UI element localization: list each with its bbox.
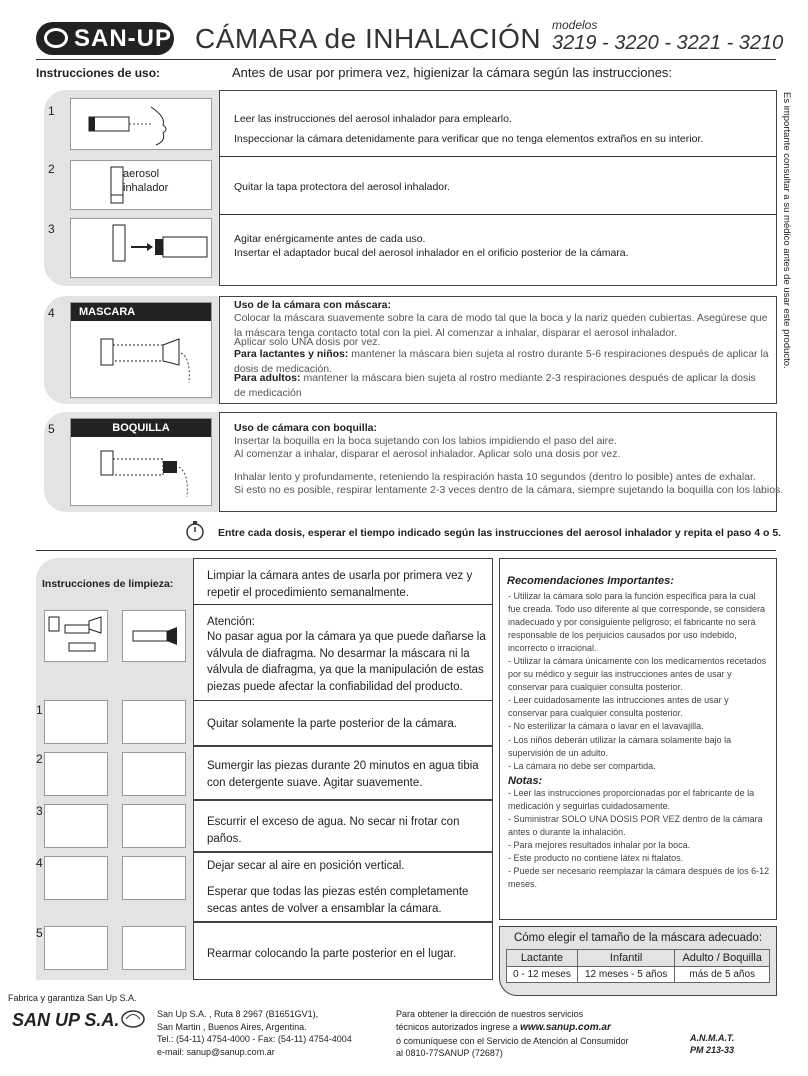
rec-item: - Los niños deberán utilizar la cámara solamente bajo la supervisión de un adulto. xyxy=(508,734,732,758)
step-number: 3 xyxy=(48,222,55,236)
clean-step-1-text: Quitar solamente la parte posterior de la cámara. xyxy=(207,718,457,730)
rec-item: - Leer cuidadosamente las intrucciones antes de usar y conservar para cualquier consulta posterior. xyxy=(508,695,729,719)
clean-step-3-img-b xyxy=(122,804,186,848)
inhaler-face-icon xyxy=(71,99,211,149)
recommendations-list xyxy=(508,590,770,891)
models-label: modelos xyxy=(552,18,598,32)
inhaler-label: inhalador xyxy=(123,182,169,194)
step-5-p3: Inhalar lento y profundamente, reteniendo la respiración hasta 10 segundos (dentro lo posible) antes de exhalar. xyxy=(234,471,756,483)
clean-step-1-img-a xyxy=(44,700,108,744)
step-3-line-1: Agitar enérgicamente antes de cada uso. xyxy=(234,233,426,245)
header-divider xyxy=(36,59,776,60)
section-divider xyxy=(36,550,776,551)
step-number: 4 xyxy=(48,306,55,320)
infants-text: mantener la máscara bien sujeta al rostro durante 5-6 respiraciones después de aplicar la dosis de medicación. xyxy=(234,348,769,375)
step-4-p1: Colocar la máscara suavemente sobre la cara de modo tal que la boca y la nariz queden cubiertas. Asegúrese que la máscara tenga contacto total con la piel. Al comenzar a inhalar, disparar el aerosol inhalador. xyxy=(234,312,768,339)
address-line-2: San Martin , Buenos Aires, Argentina. xyxy=(157,1021,307,1032)
company-logo-icon xyxy=(120,1008,146,1030)
aerosol-label: aerosol xyxy=(123,168,160,180)
step-4-illustration xyxy=(70,302,212,398)
step-5-p1: Insertar la boquilla en la boca sujetando con los labios impidiendo el paso del aire. xyxy=(234,435,617,447)
chamber-parts-icon xyxy=(45,611,107,661)
footer-service xyxy=(396,1008,629,1060)
between-doses-note: Entre cada dosis, esperar el tiempo indicado según las instrucciones del aerosol inhalador y repita el paso 4 o 5. xyxy=(218,527,782,539)
step-1-line-2: Inspeccionar la cámara detenidamente para verificar que no tenga elementos extraños en su interior. xyxy=(234,133,704,145)
inhaler-cap-icon xyxy=(71,161,131,209)
warning-text: No pasar agua por la cámara ya que puede dañarse la válvula de diafragma. No desarmar la máscara ni la válvula de diafragma, ya que la manipulación de estas piezas puede afectar la confiabilidad del producto. xyxy=(207,631,486,694)
logo-mark-icon xyxy=(44,28,68,48)
mouthpiece-chamber-icon xyxy=(71,419,211,505)
note-item: - Suministrar SOLO UNA DOSIS POR VEZ dentro de la cámara antes o durante la inhalación. xyxy=(508,813,763,837)
mask-header: Adulto / Boquilla xyxy=(675,950,770,967)
note-item: - Puede ser necesario reemplazar la cámara después de los 6-12 meses. xyxy=(508,865,770,889)
clean-step-4-img-a xyxy=(44,856,108,900)
anmat-label: A.N.M.A.T. xyxy=(690,1033,735,1043)
rec-item: - No esterilizar la cámara o lavar en el lavavajilla. xyxy=(508,721,704,732)
service-line-2: técnicos autorizados ingrese a www.sanup.com.ar xyxy=(396,1021,611,1033)
made-by: Fabrica y garantiza San Up S.A. xyxy=(8,993,137,1003)
clean-step-2-img-b xyxy=(122,752,186,796)
infants-label: Para lactantes y niños: xyxy=(234,348,349,360)
step-3-illustration xyxy=(70,218,212,278)
san-up-logo xyxy=(36,22,174,55)
step-number: 1 xyxy=(48,104,55,118)
mouthpiece-tag: BOQUILLA xyxy=(71,419,211,437)
clean-step-number: 2 xyxy=(36,752,43,766)
logo-text: SAN-UP xyxy=(74,24,173,52)
step-number: 2 xyxy=(48,162,55,176)
mask-value: 12 meses - 5 años xyxy=(577,967,675,983)
mask-header: Infantil xyxy=(577,950,675,967)
step-2-text: Quitar la tapa protectora del aerosol inhalador. xyxy=(234,181,450,193)
clean-step-5-img-b xyxy=(122,926,186,970)
clean-step-number: 4 xyxy=(36,856,43,870)
footer-address xyxy=(157,1008,352,1058)
note-item: - Para mejores resultados inhalar por la boca. xyxy=(508,839,691,850)
clean-step-number: 3 xyxy=(36,804,43,818)
address-line-1: San Up S.A. , Ruta 8 2967 (B1651GV1), xyxy=(157,1009,319,1019)
assembled-chamber-illustration xyxy=(122,610,186,662)
clean-step-3-img-a xyxy=(44,804,108,848)
usage-intro: Antes de usar por primera vez, higienizar la cámara según las instrucciones: xyxy=(232,65,673,80)
mask-header: Lactante xyxy=(507,950,578,967)
step-5-p4: Si esto no es posible, respirar lentamente 2-3 veces dentro de la cámara, siempre sujetando la boquilla con los labios. xyxy=(234,484,784,496)
cleaning-parts-illustration xyxy=(44,610,108,662)
step-4-p2: Aplicar solo UNA dosis por vez. xyxy=(234,336,381,348)
step-4-title: Uso de la cámara con máscara: xyxy=(234,299,391,311)
clean-step-1-img-b xyxy=(122,700,186,744)
mask-tag: MASCARA xyxy=(71,303,211,321)
step-5-title: Uso de cámara con boquilla: xyxy=(234,422,377,434)
side-note: Es importante consultar a su médico antes de usar este producto. xyxy=(781,92,792,369)
mask-value: más de 5 años xyxy=(675,967,770,983)
rec-item: - Utilizar la cámara únicamente con los medicamentos recetados por su médico y seguir las instrucciones antes de usar y conservar para cualquier consulta posterior. xyxy=(508,656,767,693)
service-line-1: Para obtener la dirección de nuestros servicios xyxy=(396,1009,584,1019)
mask-size-table xyxy=(506,949,770,983)
mask-value: 0 - 12 meses xyxy=(507,967,578,983)
clean-step-2-text: Sumergir las piezas durante 20 minutos en agua tibia con detergente suave. Agitar suavemente. xyxy=(207,760,479,789)
mask-chamber-icon xyxy=(71,303,211,395)
clean-step-number: 5 xyxy=(36,926,43,940)
pm-code: PM 213-33 xyxy=(690,1045,735,1055)
notes-title: Notas: xyxy=(508,774,543,787)
clean-step-5-img-a xyxy=(44,926,108,970)
clean-step-5-text: Rearmar colocando la parte posterior en el lugar. xyxy=(207,948,457,960)
step-number: 5 xyxy=(48,422,55,436)
clean-step-2-img-a xyxy=(44,752,108,796)
clean-step-4-text: Dejar secar al aire en posición vertical. xyxy=(207,860,405,872)
assembled-chamber-icon xyxy=(123,611,185,661)
step-1-illustration xyxy=(70,98,212,150)
mask-size-title: Cómo elegir el tamaño de la máscara adecuado: xyxy=(513,932,763,944)
service-line-3: ó comuníquese con el Servicio de Atención al Consumidor xyxy=(396,1035,629,1046)
company-name: SAN UP S.A. xyxy=(12,1010,120,1030)
mask-size-box xyxy=(499,926,777,996)
clean-step-3-text: Escurrir el exceso de agua. No secar ni frotar con paños. xyxy=(207,816,460,845)
step-1-line-1: Leer las instrucciones del aerosol inhalador para emplearlo. xyxy=(234,113,512,125)
inhaler-chamber-icon xyxy=(71,219,211,277)
cleaning-intro: Limpiar la cámara antes de usarla por primera vez y repetir el procedimiento semanalmente. xyxy=(207,570,473,599)
page-title: CÁMARA de INHALACIÓN xyxy=(195,23,542,54)
clean-step-number: 1 xyxy=(36,703,43,717)
recommendations-title: Recomendaciones Importantes: xyxy=(507,575,674,587)
clean-step-4-text2: Esperar que todas las piezas estén completamente secas antes de volver a ensamblar la cámara. xyxy=(207,886,469,915)
note-item: - Este producto no contiene látex ni ftalatos. xyxy=(508,852,684,863)
website-link[interactable]: www.sanup.com.ar xyxy=(520,1021,611,1033)
rec-item: - La cámara no debe ser compartida. xyxy=(508,760,656,771)
step-3-line-2: Insertar el adaptador bucal del aerosol inhalador en el orificio posterior de la cámara. xyxy=(234,247,629,259)
service-line-4: al 0810-77SANUP (72687) xyxy=(396,1048,503,1059)
usage-instructions-label: Instrucciones de uso: xyxy=(36,66,161,80)
clean-step-4-img-b xyxy=(122,856,186,900)
cleaning-label: Instrucciones de limpieza: xyxy=(42,578,174,590)
note-item: - Leer las instrucciones proporcionadas por el fabricante de la medicación y seguirlas cuidadosamente. xyxy=(508,787,755,811)
step-5-illustration xyxy=(70,418,212,506)
adults-label: Para adultos: xyxy=(234,372,301,384)
models-list: 3219 - 3220 - 3221 - 3210 xyxy=(552,32,784,54)
rec-item: - Utilizar la cámara solo para la función específica para la cual fue creada. Todo uso diferente al que corresponde, se considera inadecuado y por consiguiente peligroso; el fabricante no será responsable de los perjuicios causados por uso indebido, incorrecto o irracional. xyxy=(508,591,766,654)
warning-title: Atención: xyxy=(207,616,255,628)
step-4-adults xyxy=(234,371,770,400)
email: e-mail: sanup@sanup.com.ar xyxy=(157,1046,275,1057)
adults-text: mantener la máscara bien sujeta al rostro mediante 2-3 respiraciones después de aplicar la dosis de medicación xyxy=(234,372,756,399)
phone: Tel.: (54-11) 4754-4000 - Fax: (54-11) 4754-4004 xyxy=(157,1034,352,1045)
step-2-illustration xyxy=(70,160,212,210)
stopwatch-icon xyxy=(184,520,206,542)
step-5-p2: Al comenzar a inhalar, disparar el aerosol inhalador. Aplicar solo una dosis por vez. xyxy=(234,448,621,460)
